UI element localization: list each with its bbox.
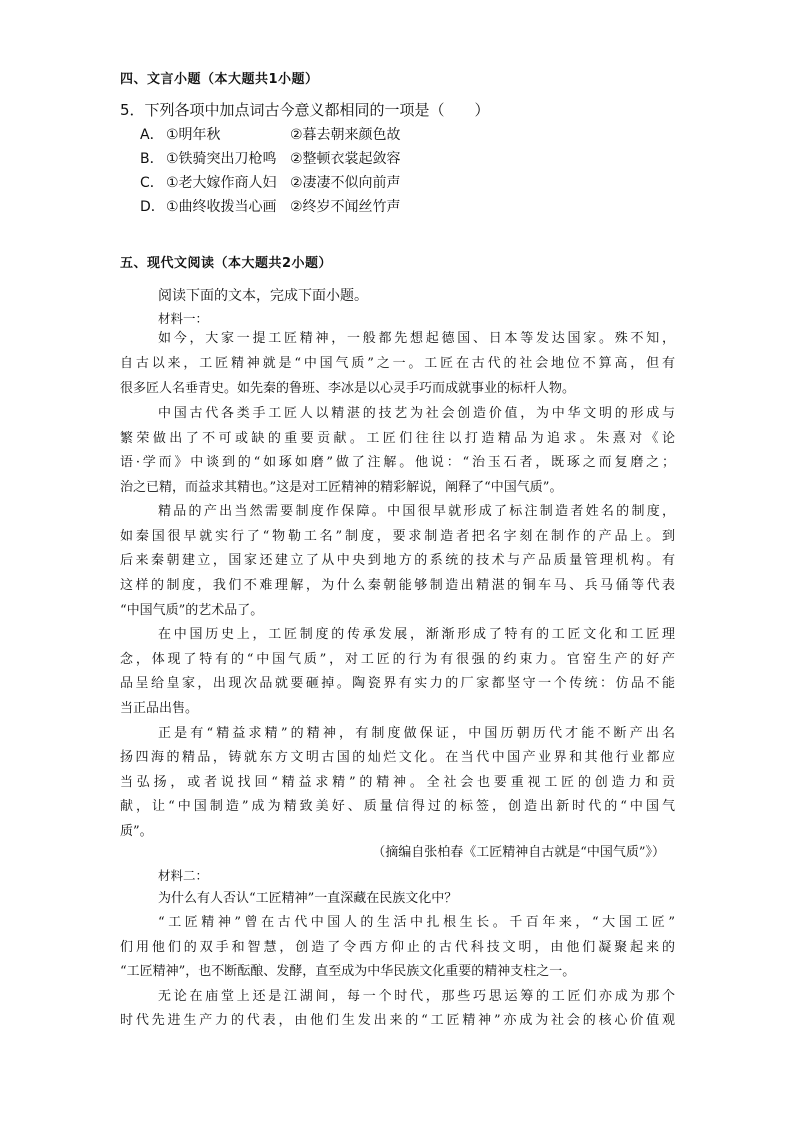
option-part-1: ①曲终收拨当心画 [166,199,277,215]
question-5-stem: 5．下列各项中加点词古今意义都相同的一项是（ ） [120,101,490,119]
option-part-1: ①铁骑突出刀枪鸣 [166,151,277,167]
option-c[interactable] [140,172,401,192]
text-line: 自古以来，工匠精神就是“中国气质”之一。工匠在古代的社会地位不算高，但有 [120,356,675,371]
option-label: D． [140,199,165,215]
text-line: 品呈给皇家，出现次品就要砸掉。陶瓷界有实力的厂家都坚守一个传统：仿品不能 [120,676,675,691]
reading-intro: 阅读下面的文本，完成下面小题。 [158,288,368,304]
material-1-label: 材料一： [158,311,209,326]
option-part-1: ①老大嫁作商人妇 [166,175,277,191]
text-line: 无论在庙堂上还是江湖间，每一个时代，那些巧思运筹的工匠们亦成为那个 [158,989,675,1004]
text-line: “工匠精神”曾在古代中国人的生活中扎根生长。千百年来，“大国工匠” [158,915,675,930]
material-2-label: 材料二： [158,868,209,883]
text-line: 繁荣做出了不可或缺的重要贡献。工匠们往往以打造精品为追求。朱熹对《论 [120,431,675,446]
option-a[interactable] [140,124,401,144]
text-line: 精品的产出当然需要制度作保障。中国很早就形成了标注制造者姓名的制度， [158,504,675,519]
text-line: 中国古代各类手工匠人以精湛的技艺为社会创造价值，为中华文明的形成与 [158,406,675,421]
option-part-1: ①明年秋 [166,127,221,143]
text-line: 很多匠人名垂青史。如先秦的鲁班、李冰是以心灵手巧而成就事业的标杆人物。 [120,381,576,396]
text-line: 念，体现了特有的“中国气质”，对工匠的行为有很强的约束力。官窑生产的好产 [120,652,675,667]
text-line: 当弘扬，或者说找回“精益求精”的精神。全社会也要重视工匠的创造力和贡 [120,775,675,790]
option-part-2: ②整顿衣裳起敛容 [290,151,401,167]
text-line: 为什么有人否认“工匠精神”一直深藏在民族文化中？ [158,891,458,906]
material-1-source: （摘编自张柏春《工匠精神自古就是“中国气质”》） [372,845,665,860]
text-line: 如秦国很早就实行了“物勒工名”制度，要求制造者把名字刻在制作的产品上。到 [120,529,675,544]
text-line: 治之已精，而益求其精也。”这是对工匠精神的精彩解说，阐释了“中国气质”。 [120,480,563,495]
option-part-2: ②暮去朝来颜色故 [290,127,401,143]
option-label: A． [140,127,164,143]
text-line: 这样的制度，我们不难理解，为什么秦朝能够制造出精湛的铜车马、兵马俑等代表 [120,578,675,593]
text-line: 们用他们的双手和智慧，创造了令西方仰止的古代科技文明，由他们凝聚起来的 [120,940,675,955]
option-part-2: ②终岁不闻丝竹声 [290,199,401,215]
section-5-title: 五、现代文阅读（本大题共2小题） [120,256,333,271]
text-line: 后来秦朝建立，国家还建立了从中央到地方的系统的技术与产品质量管理机构。有 [120,553,675,568]
text-line: 在中国历史上，工匠制度的传承发展，渐渐形成了特有的工匠文化和工匠理 [158,627,675,642]
text-line: 正是有“精益求精”的精神，有制度做保证，中国历朝历代才能不断产出名 [158,726,675,741]
option-b[interactable] [140,148,401,168]
section-4-title: 四、文言小题（本大题共1小题） [120,72,319,87]
text-line: 扬四海的精品，铸就东方文明古国的灿烂文化。在当代中国产业界和其他行业都应 [120,750,675,765]
option-d[interactable] [140,196,401,216]
text-line: 献，让“中国制造”成为精致美好、质量信得过的标签，创造出新时代的“中国气 [120,799,675,814]
text-line: 质”。 [120,824,153,839]
text-line: “中国气质”的艺术品了。 [120,603,264,618]
option-label: C． [140,175,164,191]
text-line: “工匠精神”，也不断酝酿、发酵，直至成为中华民族文化重要的精神支柱之一。 [120,964,576,979]
text-line: 如今，大家一提工匠精神，一般都先想起德国、日本等发达国家。殊不知， [158,331,675,346]
text-line: 语·学而》中谈到的“如琢如磨”做了注解。他说：“治玉石者，既琢之而复磨之； [120,455,675,470]
text-line: 当正品出售。 [120,701,199,716]
text-line: 时代先进生产力的代表，由他们生发出来的“工匠精神”亦成为社会的核心价值观 [120,1013,675,1028]
option-label: B． [140,151,164,167]
option-part-2: ②凄凄不似向前声 [290,175,401,191]
